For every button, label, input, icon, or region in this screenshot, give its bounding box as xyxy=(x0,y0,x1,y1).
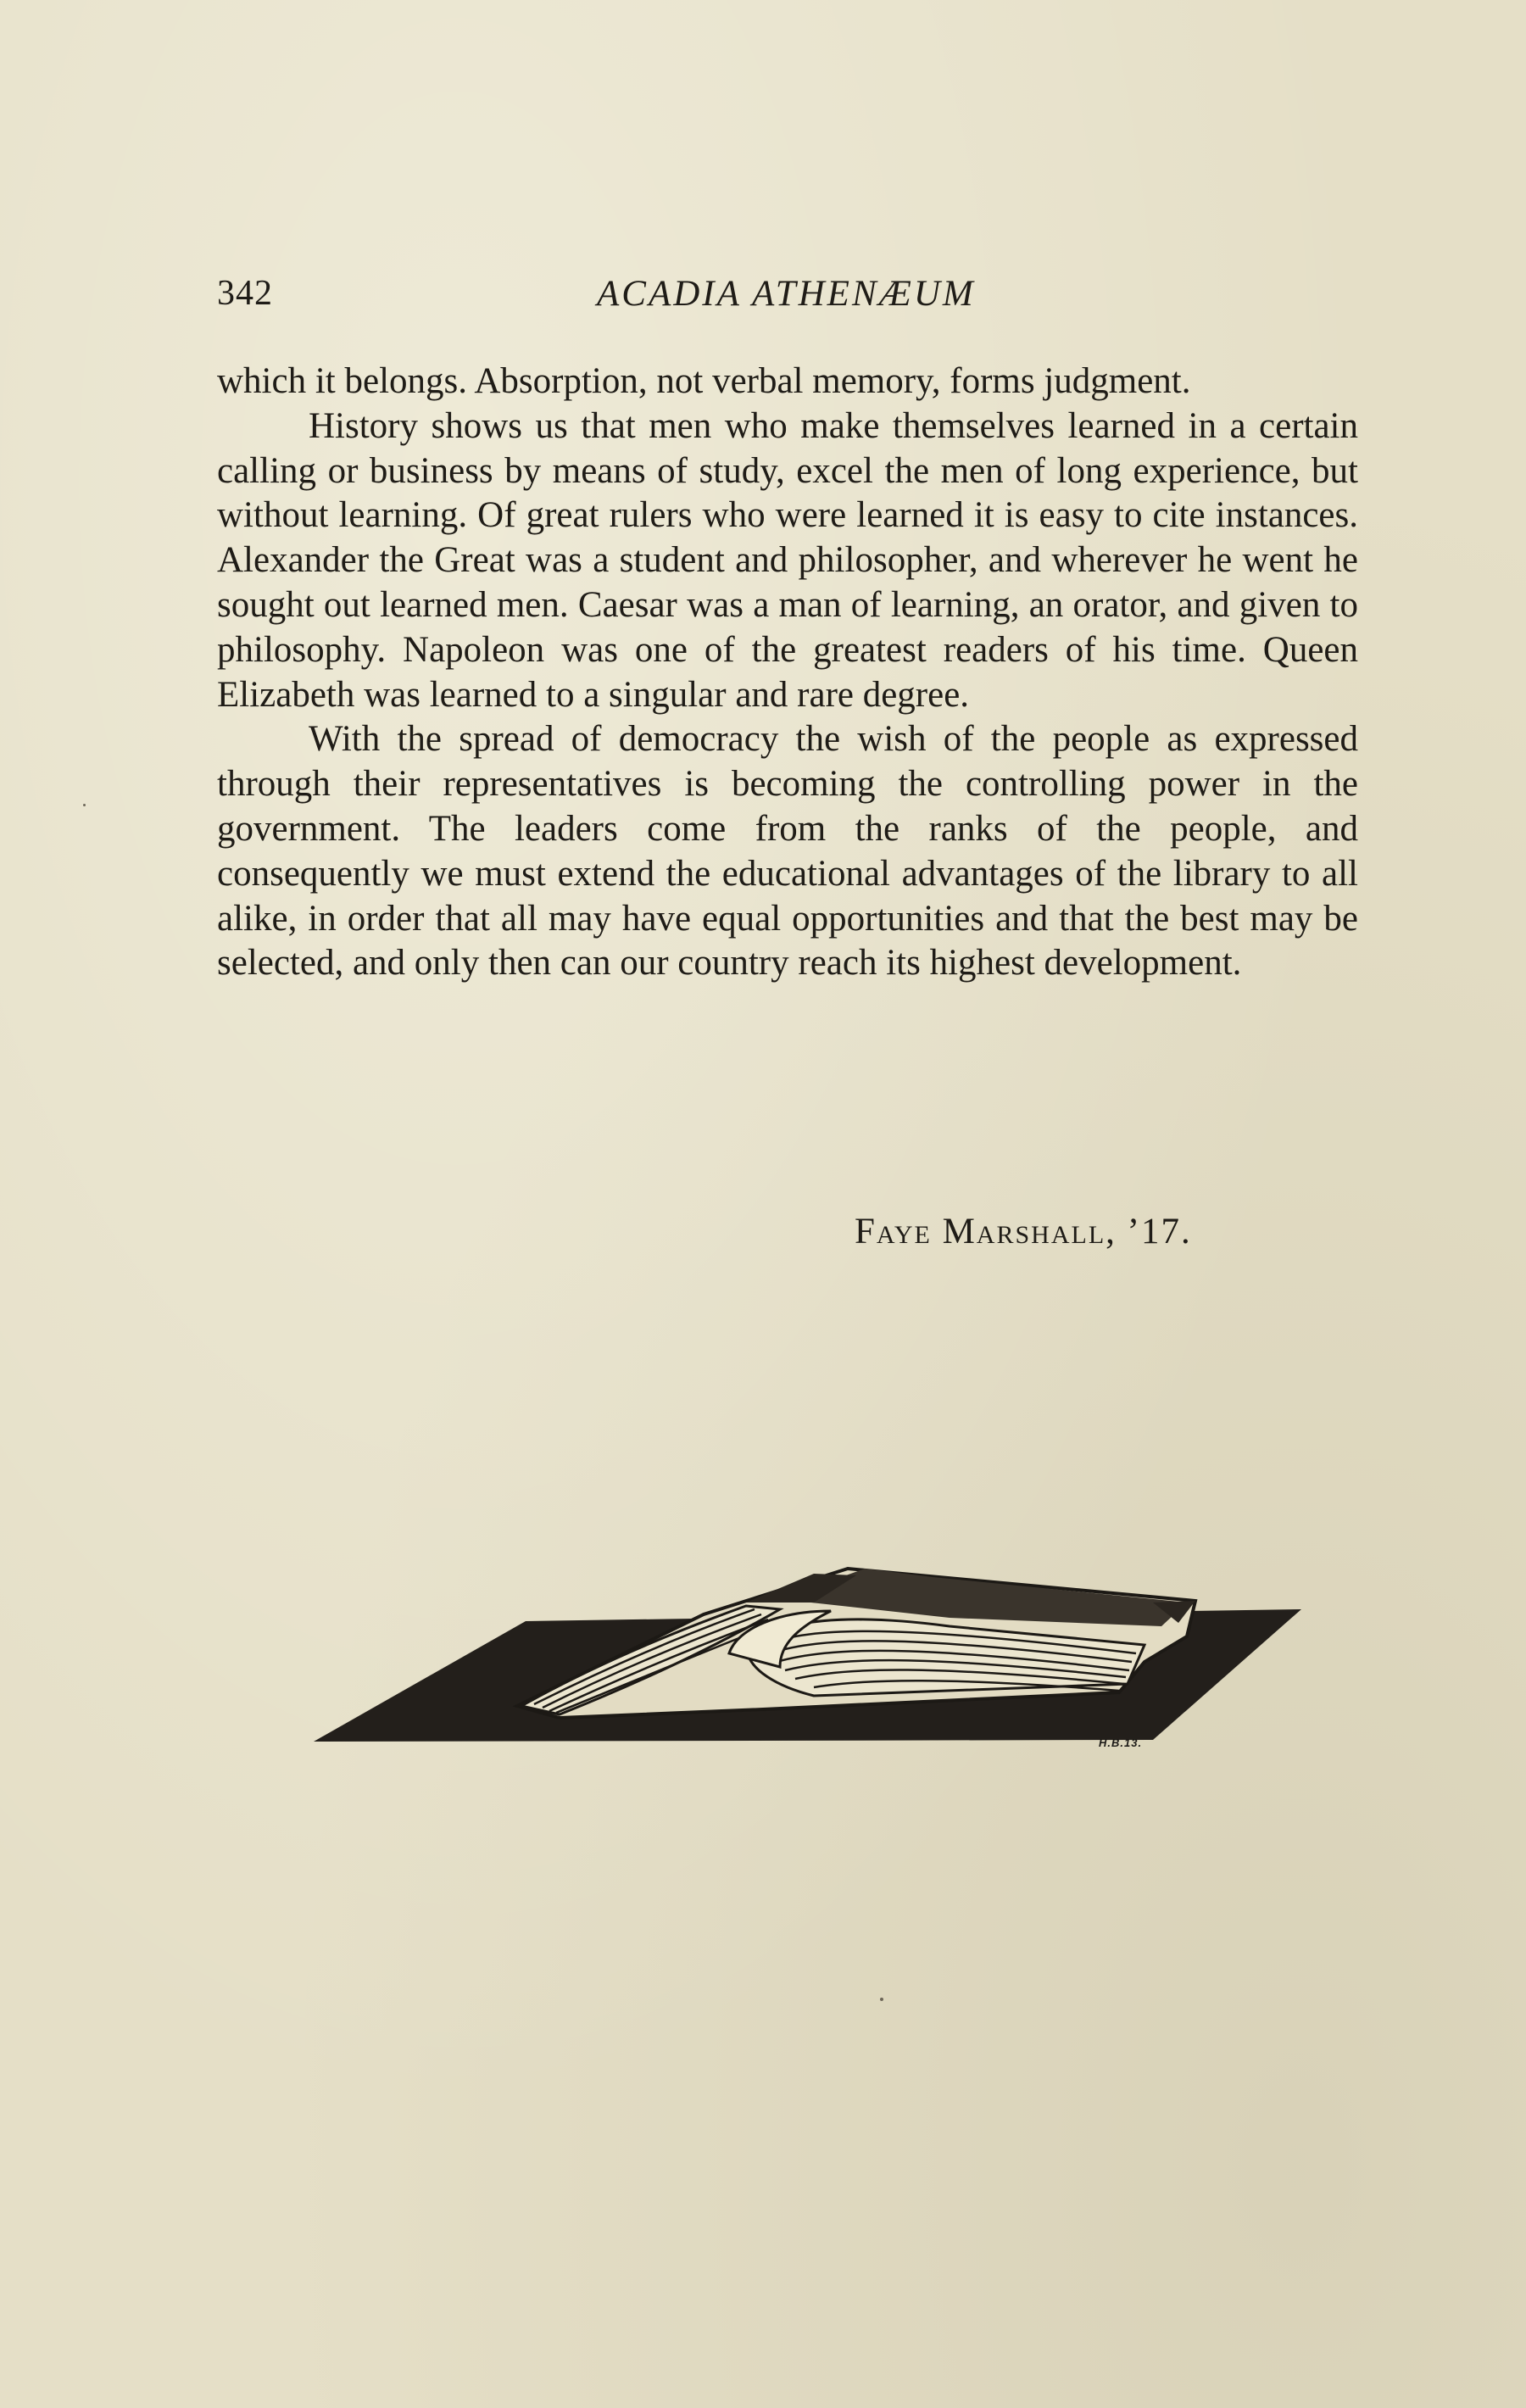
article-body xyxy=(217,360,1358,986)
page-number: 342 xyxy=(217,274,273,313)
artist-initials: H.B.13. xyxy=(1099,1736,1143,1749)
paragraph-continuation: which it belongs. Absorption, not verbal memory, forms judgment. xyxy=(217,361,1191,401)
open-book-illustration xyxy=(305,1518,1306,1772)
paper-speck xyxy=(880,1998,883,2001)
journal-title: ACADIA ATHENÆUM xyxy=(597,274,976,314)
running-head xyxy=(217,273,1362,324)
paper-speck xyxy=(83,804,86,806)
paragraph-democracy: With the spread of democracy the wish of the people as expressed through their representatives is becoming the controlling power in the government. The leaders come from the ranks of the people, and consequently we must extend the educational advantages of the library to all alike, in order that all may have equal opportunities and that the best may be selected, and only then can our country reach its highest development. xyxy=(217,719,1358,984)
author-signature: Faye Marshall, ’17. xyxy=(855,1212,1192,1251)
paragraph-history: History shows us that men who make themselves learned in a certain calling or business by means of study, excel the men of long experience, but without learning. Of great rulers who were learned it is easy to cite instances. Alexander the Great was a student and philosopher, and wherever he went he sought out learned men. Caesar was a man of learning, an orator, and given to philosophy. Napoleon was one of the greatest readers of his time. Queen Elizabeth was learned to a singular and rare degree. xyxy=(217,405,1358,715)
